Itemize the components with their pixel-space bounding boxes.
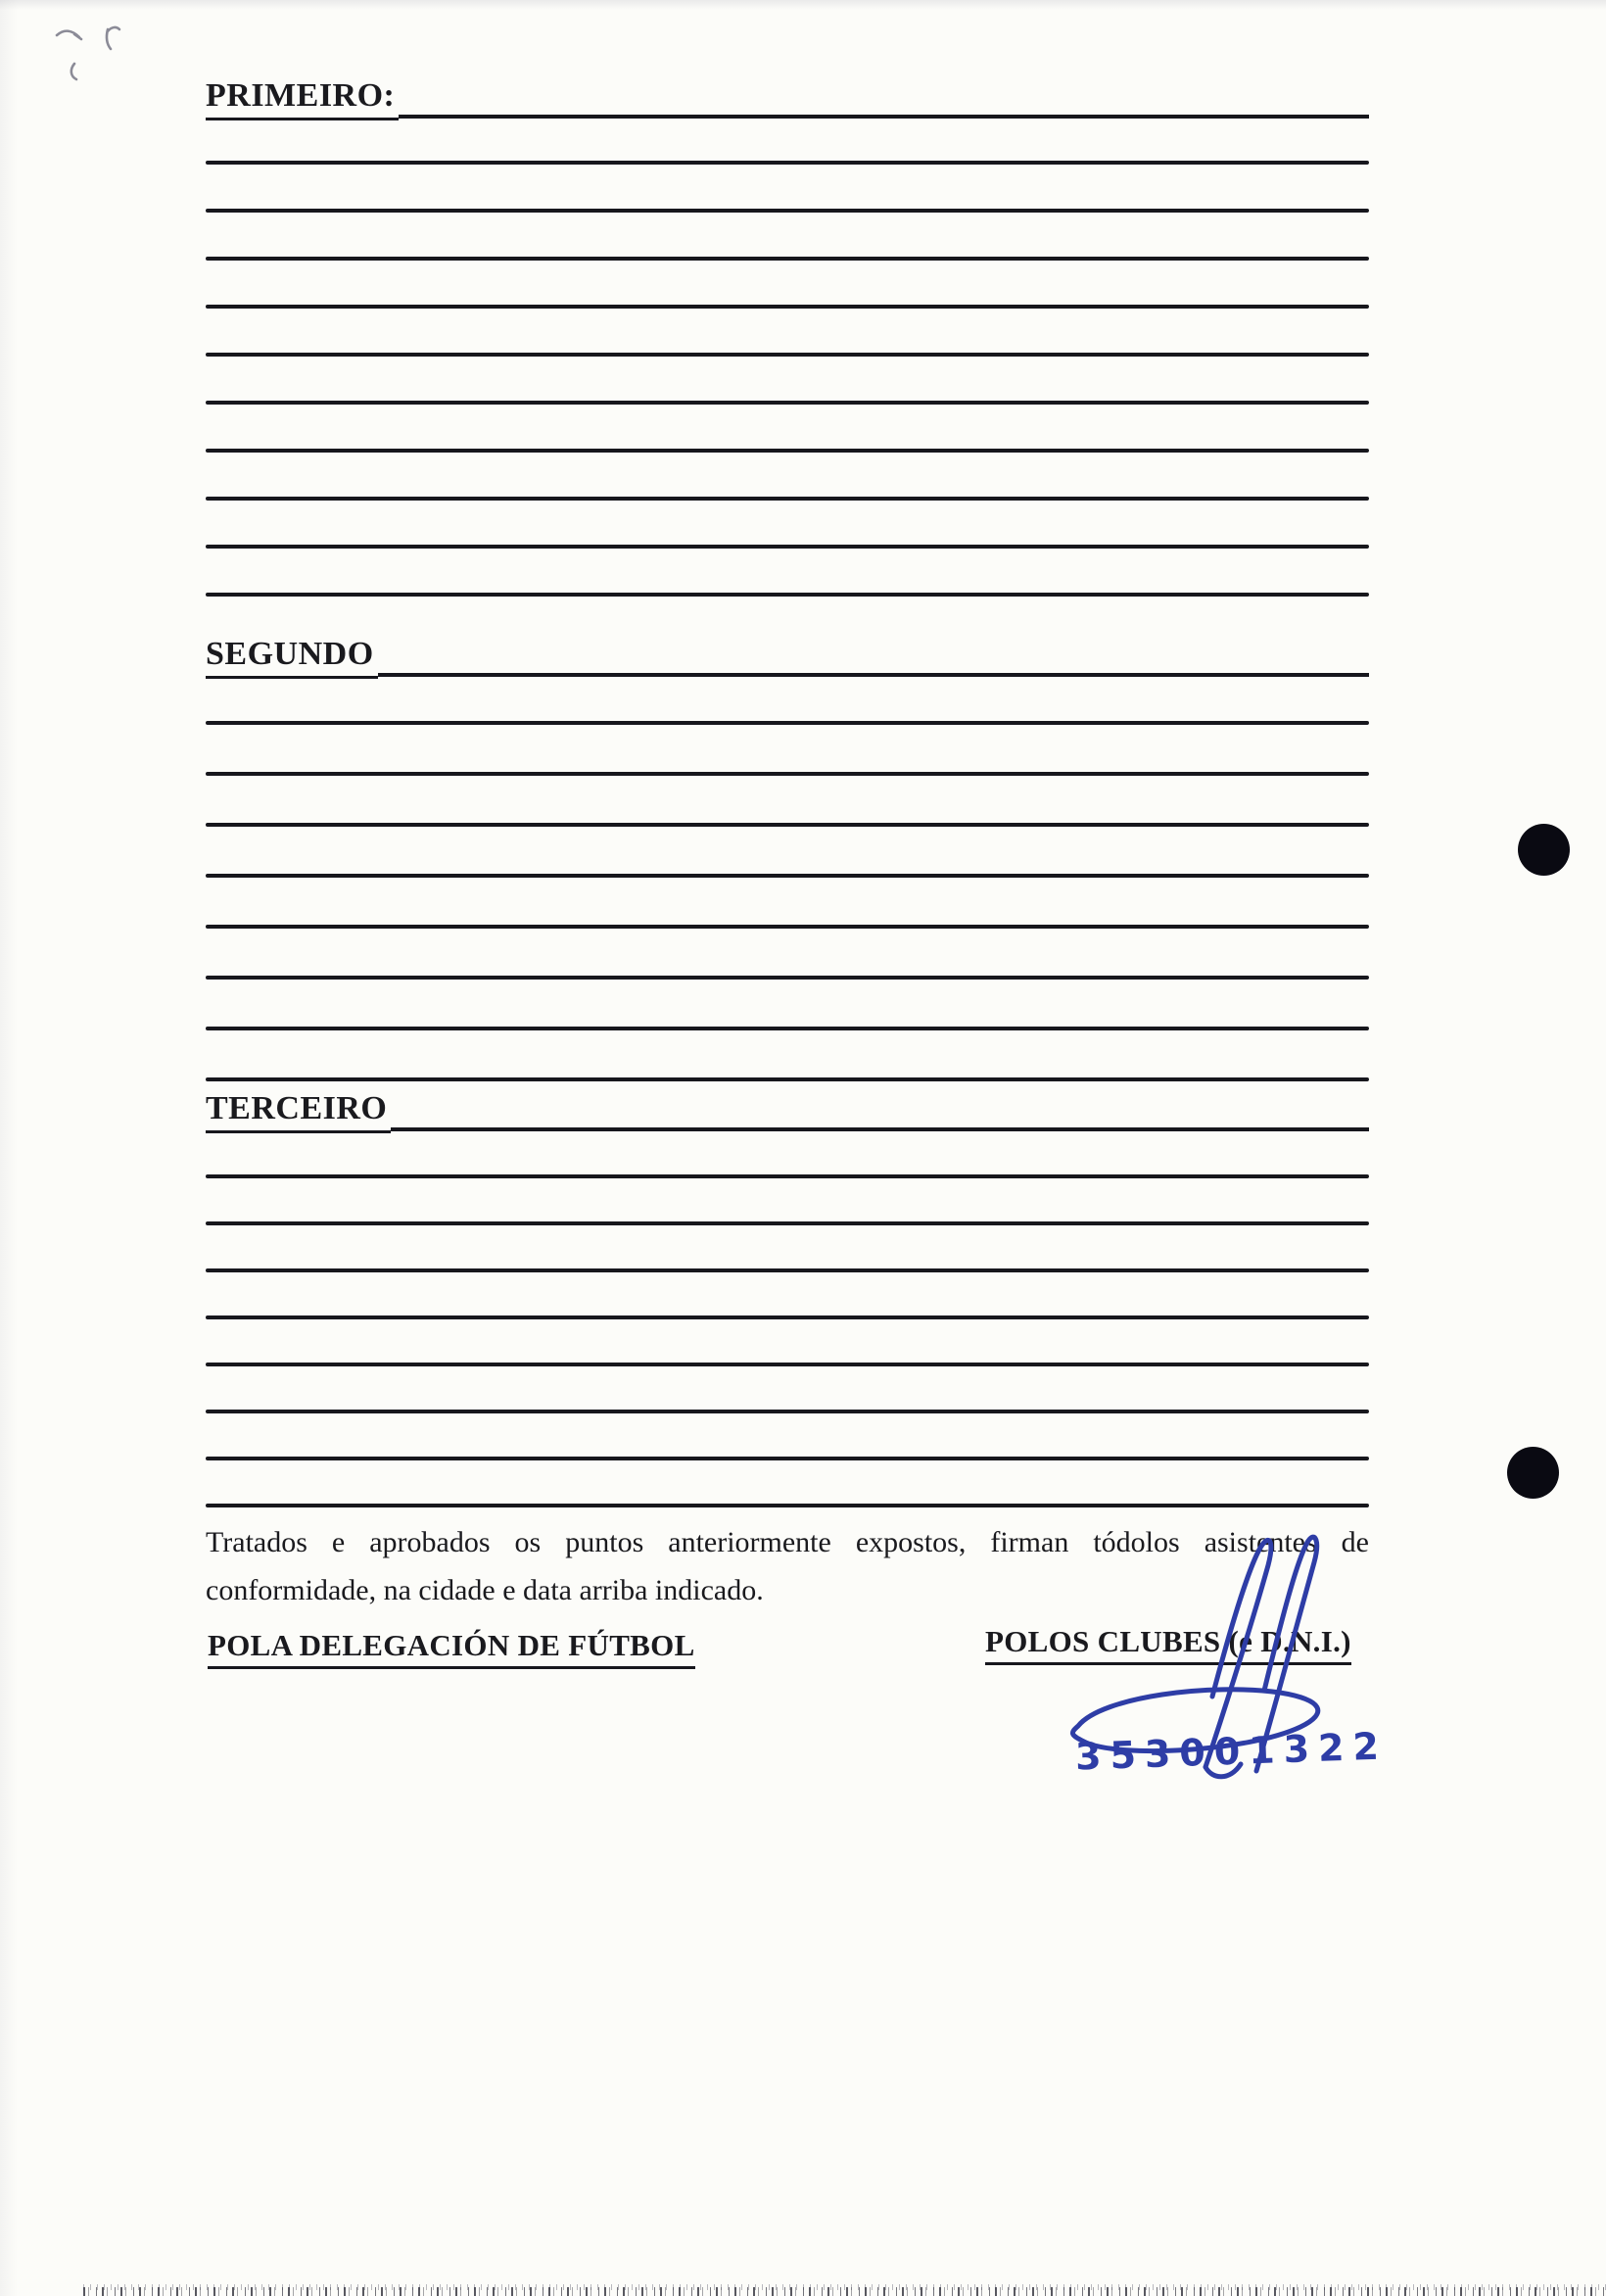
pen-mark-icon — [47, 18, 145, 86]
blank-rule-line — [206, 772, 1369, 776]
blank-rule-line — [206, 401, 1369, 405]
blank-rule-line — [206, 1363, 1369, 1366]
blank-rule-line — [206, 257, 1369, 261]
blank-rule-line — [206, 1504, 1369, 1507]
blank-rule-lines — [206, 721, 1369, 1081]
blank-rule-line — [206, 925, 1369, 929]
blank-rule-line — [206, 1410, 1369, 1413]
blank-rule-line — [206, 305, 1369, 309]
blank-rule-line — [206, 823, 1369, 827]
section-heading-row — [206, 1089, 1369, 1133]
blank-rule-line — [206, 976, 1369, 980]
section-heading-row — [206, 76, 1369, 120]
blank-rule-line — [206, 353, 1369, 357]
heading-rule-line — [378, 673, 1369, 677]
blank-rule-lines — [206, 1174, 1369, 1507]
hole-punch-dot — [1518, 824, 1570, 876]
section-heading-terceiro: TERCEIRO — [206, 1089, 391, 1133]
heading-rule-line — [399, 115, 1369, 119]
closing-paragraph-line2: conformidade, na cidade e data arriba indicado. — [206, 1574, 764, 1606]
blank-rule-line — [206, 1027, 1369, 1030]
blank-rule-line — [206, 449, 1369, 453]
heading-rule-line — [391, 1127, 1369, 1131]
blank-rule-line — [206, 209, 1369, 213]
signature-label-delegacion: POLA DELEGACIÓN DE FÚTBOL — [208, 1628, 695, 1669]
blank-rule-line — [206, 161, 1369, 165]
section-segundo — [206, 635, 1369, 1081]
blank-rule-line — [206, 1077, 1369, 1081]
blank-rule-line — [206, 874, 1369, 878]
blank-rule-line — [206, 1315, 1369, 1319]
blank-rule-line — [206, 721, 1369, 725]
section-heading-primeiro: PRIMEIRO: — [206, 76, 399, 120]
scan-noise-band — [83, 2284, 1606, 2290]
blank-rule-line — [206, 1268, 1369, 1272]
signature-label-clubes: POLOS CLUBES (e D.N.I.) — [985, 1624, 1351, 1665]
handwritten-dni-number: 353001322 — [1074, 1724, 1389, 1779]
section-terceiro — [206, 1089, 1369, 1507]
blank-rule-line — [206, 1221, 1369, 1225]
blank-rule-line — [206, 593, 1369, 597]
closing-paragraph-line1: Tratados e aprobados os puntos anteriormente expostos, firman tódolos asistentes de — [206, 1526, 1369, 1558]
blank-rule-line — [206, 545, 1369, 549]
hole-punch-dot — [1507, 1447, 1559, 1499]
section-heading-segundo: SEGUNDO — [206, 635, 378, 679]
blank-rule-line — [206, 497, 1369, 501]
blank-rule-line — [206, 1174, 1369, 1178]
blank-rule-line — [206, 1457, 1369, 1460]
blank-rule-lines — [206, 161, 1369, 597]
section-primeiro — [206, 76, 1369, 597]
section-heading-row — [206, 635, 1369, 679]
